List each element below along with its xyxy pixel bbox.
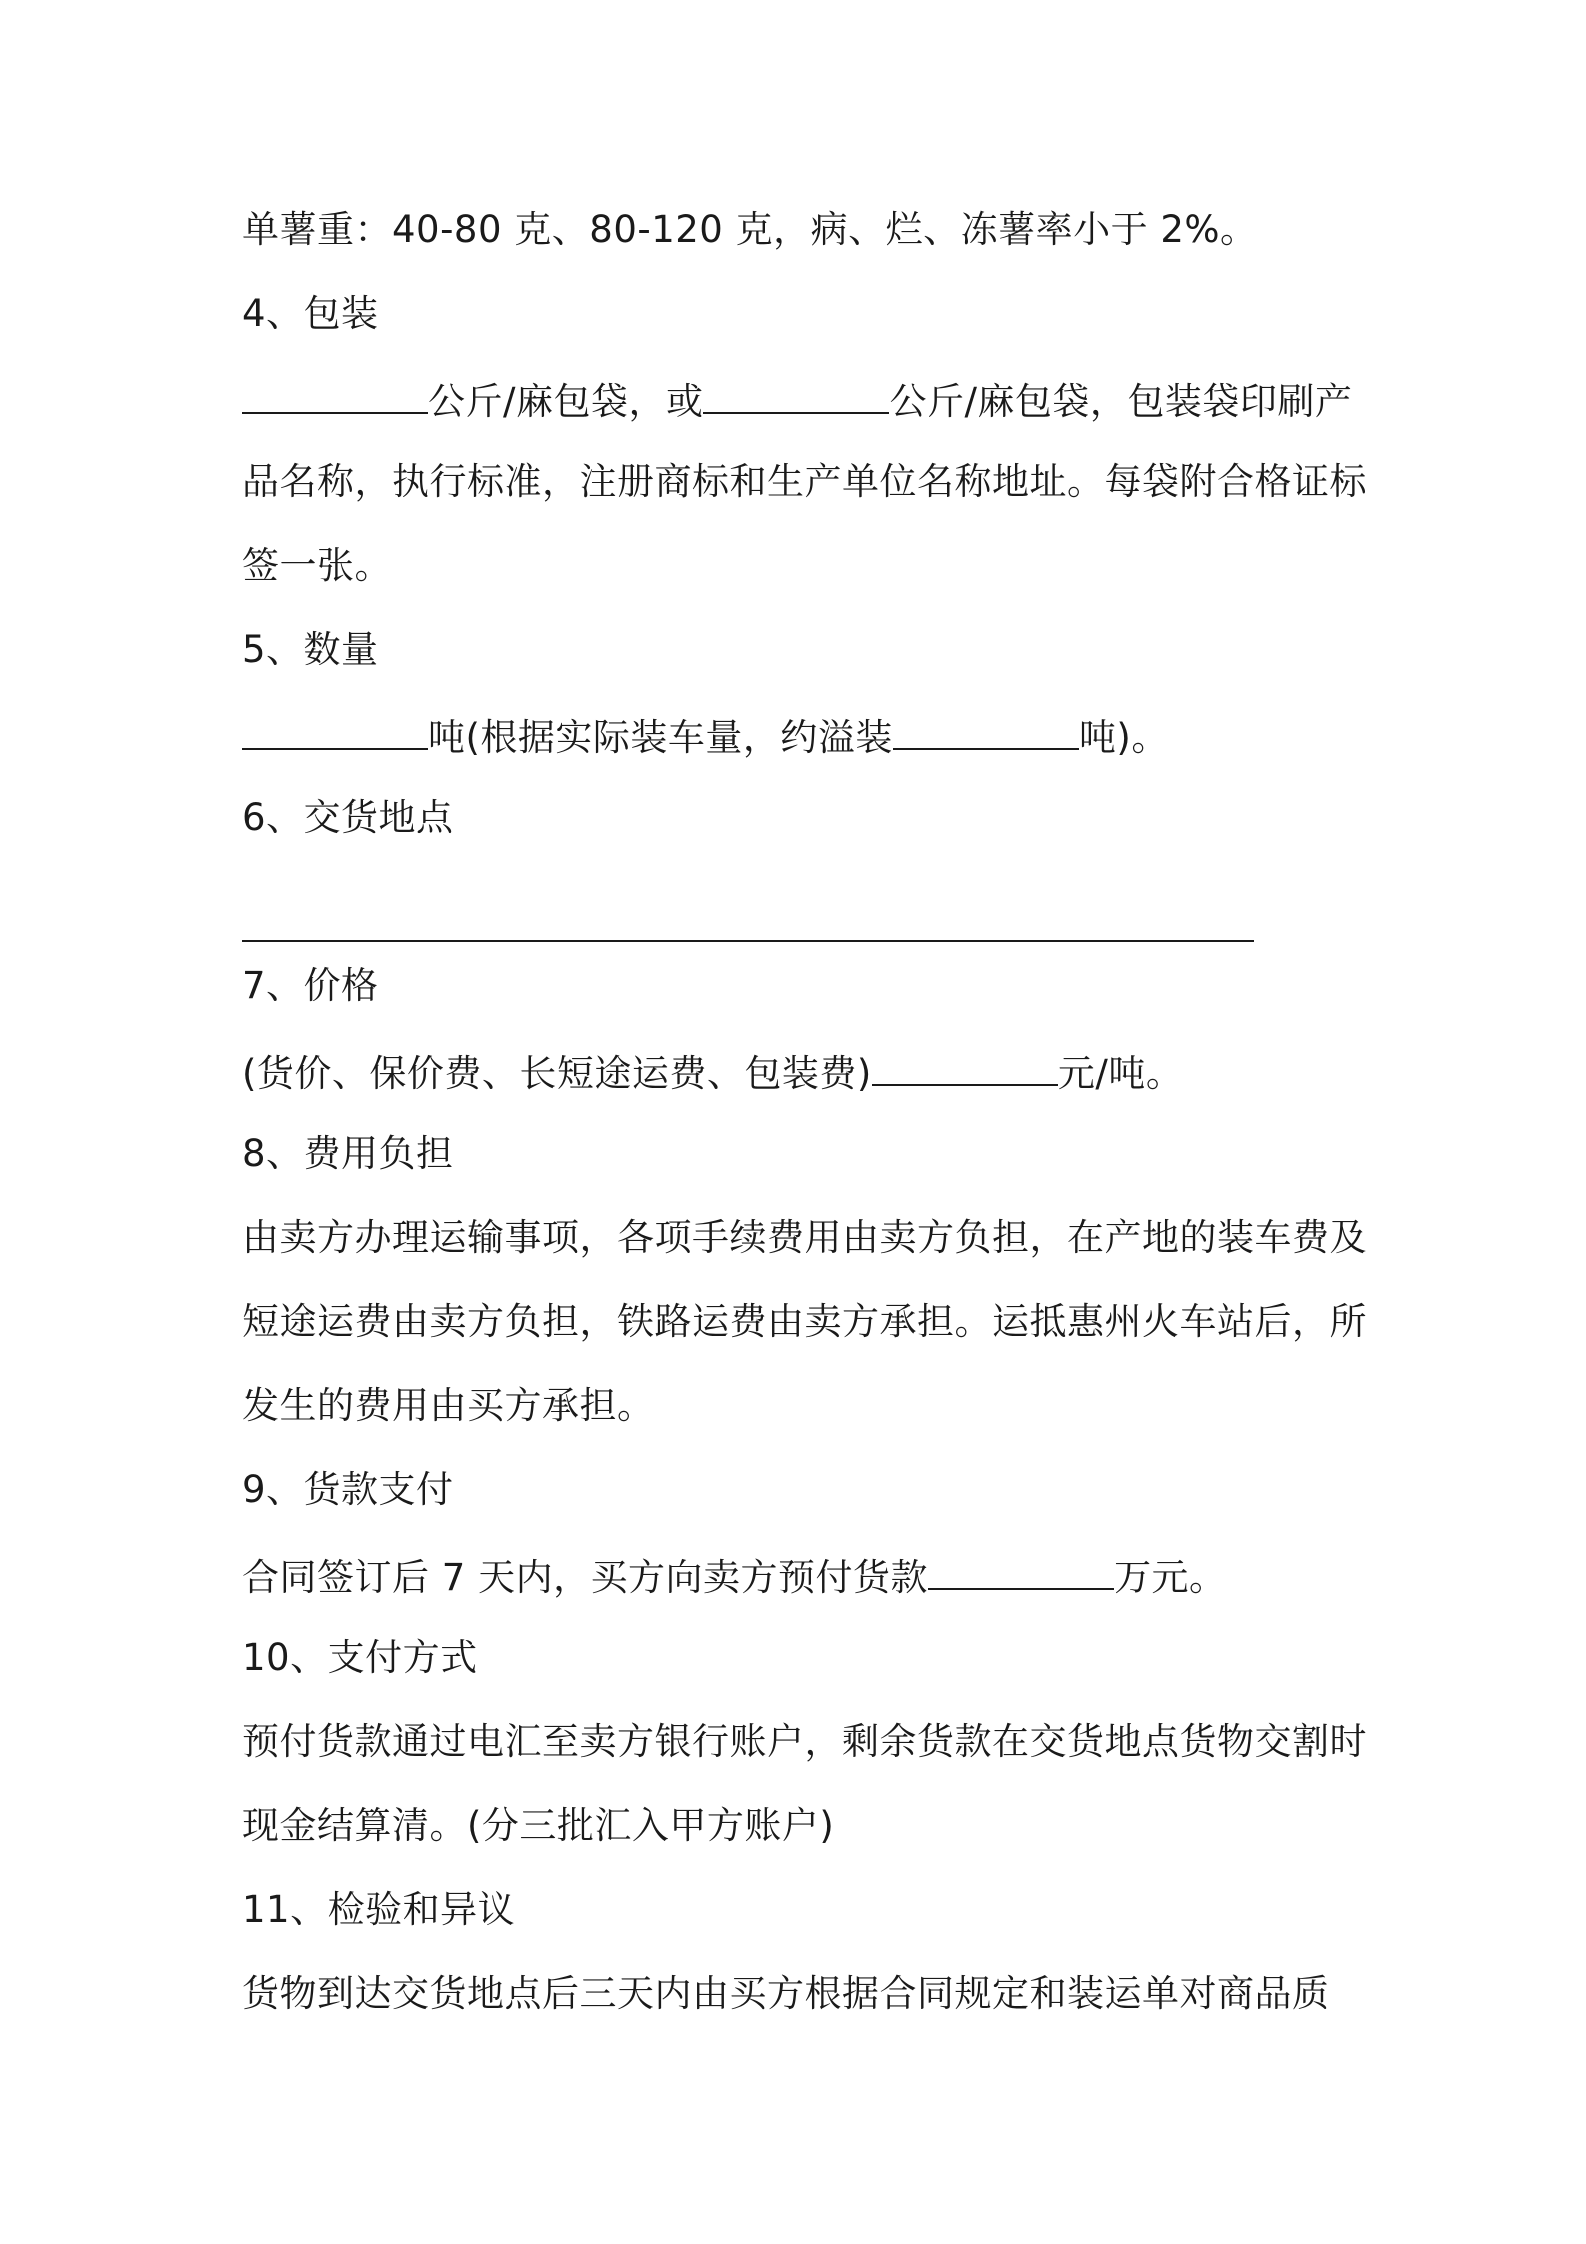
- packaging-text-1: 公斤/麻包袋，或: [428, 380, 704, 423]
- packaging-weight-blank-2[interactable]: [703, 366, 889, 414]
- packaging-line-3: [242, 534, 1362, 618]
- cost-text-2: 短途运费由卖方负担，铁路运费由卖方承担。运抵惠州火车站后，所: [242, 1300, 1367, 1343]
- packaging-weight-blank-1[interactable]: [242, 366, 428, 414]
- tuber-weight-line: [242, 198, 1362, 282]
- packaging-line-1: [242, 366, 1362, 450]
- section-9-title: 9、货款支付: [242, 1468, 454, 1511]
- section-6-title: 6、交货地点: [242, 796, 454, 839]
- cost-line-1: [242, 1206, 1367, 1290]
- section-7-heading: [242, 954, 1362, 1038]
- section-6-heading: [242, 786, 1362, 870]
- inspection-line-1: [242, 1962, 1362, 2046]
- quantity-line: [242, 702, 1362, 786]
- section-4-title: 4、包装: [242, 292, 379, 335]
- packaging-line-2: [242, 450, 1367, 534]
- price-text-2: 元/吨。: [1057, 1052, 1184, 1095]
- overflow-quantity-blank[interactable]: [893, 702, 1079, 750]
- quantity-text-2: 吨)。: [1078, 716, 1169, 759]
- inspection-text-1: 货物到达交货地点后三天内由买方根据合同规定和装运单对商品质: [242, 1972, 1330, 2015]
- section-7-title: 7、价格: [242, 964, 379, 1007]
- contract-body: [242, 198, 1367, 2046]
- section-8-title: 8、费用负担: [242, 1132, 454, 1175]
- payment-text-1: 合同签订后 7 天内，买方向卖方预付货款: [242, 1556, 929, 1599]
- quantity-text-1: 吨(根据实际装车量，约溢装: [428, 716, 893, 759]
- packaging-text-2: 公斤/麻包袋，包装袋印刷产: [889, 380, 1353, 423]
- payment-method-line-2: [242, 1794, 1362, 1878]
- payment-method-text-1: 预付货款通过电汇至卖方银行账户，剩余货款在交货地点货物交割时: [242, 1720, 1367, 1763]
- delivery-location-blank[interactable]: [242, 894, 1254, 942]
- packaging-text-4: 签一张。: [242, 544, 392, 587]
- price-text-1: (货价、保价费、长短途运费、包装费): [242, 1052, 872, 1095]
- delivery-location-line: [242, 870, 1362, 954]
- price-blank[interactable]: [872, 1038, 1058, 1086]
- cost-text-1: 由卖方办理运输事项，各项手续费用由卖方负担，在产地的装车费及: [242, 1216, 1367, 1259]
- payment-method-line-1: [242, 1710, 1367, 1794]
- cost-text-3: 发生的费用由买方承担。: [242, 1384, 655, 1427]
- section-10-heading: [242, 1626, 1362, 1710]
- packaging-text-3: 品名称，执行标准，注册商标和生产单位名称地址。每袋附合格证标: [242, 460, 1367, 503]
- section-5-heading: [242, 618, 1362, 702]
- tuber-weight-text: 单薯重：40-80 克、80-120 克，病、烂、冻薯率小于 2%。: [242, 208, 1258, 251]
- price-line: [242, 1038, 1362, 1122]
- cost-line-3: [242, 1374, 1362, 1458]
- payment-text-2: 万元。: [1114, 1556, 1227, 1599]
- section-4-heading: [242, 282, 1362, 366]
- section-8-heading: [242, 1122, 1362, 1206]
- section-9-heading: [242, 1458, 1362, 1542]
- payment-method-text-2: 现金结算清。(分三批汇入甲方账户): [242, 1804, 835, 1847]
- section-10-title: 10、支付方式: [242, 1636, 478, 1679]
- prepayment-amount-blank[interactable]: [928, 1542, 1114, 1590]
- cost-line-2: [242, 1290, 1367, 1374]
- payment-line: [242, 1542, 1362, 1626]
- section-11-heading: [242, 1878, 1362, 1962]
- quantity-blank[interactable]: [242, 702, 428, 750]
- section-5-title: 5、数量: [242, 628, 379, 671]
- section-11-title: 11、检验和异议: [242, 1888, 516, 1931]
